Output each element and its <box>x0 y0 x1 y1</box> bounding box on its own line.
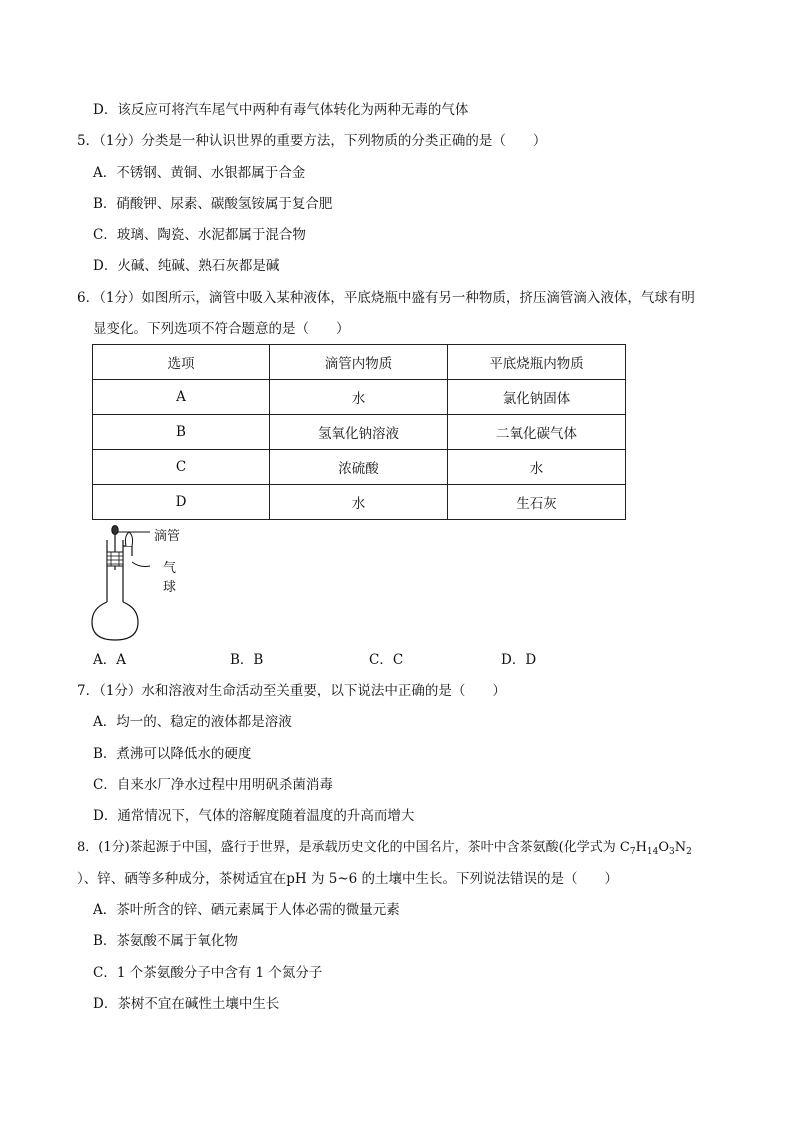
q7-option-c: C．自来水厂净水过程中用明矾杀菌消毒 <box>93 777 333 793</box>
balloon-leader-line <box>132 562 150 567</box>
q7-stem: 7．（1分）水和溶液对生命活动至关重要，以下说法中正确的是（ ） <box>77 683 506 699</box>
q8-option-c: C．1 个茶氨酸分子中含有 1 个氮分子 <box>93 965 323 981</box>
q5-option-b: B．硝酸钾、尿素、碳酸氢铵属于复合肥 <box>93 196 333 212</box>
formula-element: H <box>635 840 647 855</box>
q8-stem-line1 <box>77 840 692 856</box>
table-cell: 水 <box>270 380 448 415</box>
q7-option-b: B．煮沸可以降低水的硬度 <box>93 746 252 762</box>
q6-answer-d: D．D <box>501 652 537 668</box>
q6-stem-line1: 6．（1分）如图所示，滴管中吸入某种液体，平底烧瓶中盛有另一种物质，挤压滴管滴入液体，气球有明 <box>77 290 695 306</box>
table-header-cell: 滴管内物质 <box>270 345 448 380</box>
side-tube <box>123 546 132 556</box>
table-row <box>93 415 626 450</box>
table-header-cell: 平底烧瓶内物质 <box>448 345 626 380</box>
table-cell: B <box>93 415 270 450</box>
table-row <box>93 450 626 485</box>
table-cell: 氯化钠固体 <box>448 380 626 415</box>
dropper-bulb <box>112 526 118 535</box>
table-cell: A <box>93 380 270 415</box>
table-cell: 水 <box>270 485 448 520</box>
q6-table <box>92 344 626 520</box>
flask-body <box>92 602 138 640</box>
formula-element: O <box>658 840 670 855</box>
q5-option-c: C．玻璃、陶瓷、水泥都属于混合物 <box>93 227 306 243</box>
table-header-row <box>93 345 626 380</box>
q8-stem-line2: ）、锌、硒等多种成分，茶树适宜在pH 为 5~6 的土壤中生长。下列说法错误的是（ ） <box>77 871 619 887</box>
q7-option-d: D．通常情况下，气体的溶解度随着温度的升高而增大 <box>93 808 415 824</box>
q8-stem-text: 8．(1分)茶起源于中国，盛行于世界，是承载历史文化的中国名片，茶叶中含茶氨酸(化学式为 C <box>77 840 630 855</box>
q5-stem: 5．（1分）分类是一种认识世界的重要方法，下列物质的分类正确的是（ ） <box>77 133 547 149</box>
q6-answer-c: C．C <box>369 652 404 668</box>
q7-option-a: A．均一的、稳定的液体都是溶液 <box>93 714 292 730</box>
table-row <box>93 485 626 520</box>
q8-option-b: B．茶氨酸不属于氧化物 <box>93 933 238 949</box>
q5-option-d: D．火碱、纯碱、熟石灰都是碱 <box>93 258 280 274</box>
q4-option-d: D．该反应可将汽车尾气中两种有毒气体转化为两种无毒的气体 <box>93 102 469 118</box>
formula-subscript: 2 <box>686 847 692 857</box>
q5-option-a: A．不锈钢、黄铜、水银都属于合金 <box>93 165 306 181</box>
table-cell: 氢氧化钠溶液 <box>270 415 448 450</box>
q8-option-d: D．茶树不宜在碱性土壤中生长 <box>93 996 280 1012</box>
q6-answer-a: A．A <box>93 652 126 668</box>
table-cell: 生石灰 <box>448 485 626 520</box>
q6-stem-line2: 显变化。下列选项不符合题意的是（ ） <box>93 321 350 337</box>
q8-option-a: A．茶叶所含的锌、硒元素属于人体必需的微量元素 <box>93 902 400 918</box>
balloon-label-1: 气 <box>163 561 177 576</box>
balloon-label-2: 球 <box>163 580 177 595</box>
formula-subscript: 14 <box>646 847 659 857</box>
formula-element: N <box>674 840 687 855</box>
table-cell: C <box>93 450 270 485</box>
balloon-shape <box>125 532 132 546</box>
dropper-label: 滴管 <box>154 529 181 544</box>
formula-subscript: 3 <box>669 847 675 857</box>
formula-subscript: 7 <box>629 847 636 857</box>
table-cell: 二氧化碳气体 <box>448 415 626 450</box>
table-cell: 水 <box>448 450 626 485</box>
q6-answer-b: B．B <box>230 652 264 668</box>
table-row <box>93 380 626 415</box>
table-cell: 浓硫酸 <box>270 450 448 485</box>
table-header-cell: 选项 <box>93 345 270 380</box>
table-cell: D <box>93 485 270 520</box>
